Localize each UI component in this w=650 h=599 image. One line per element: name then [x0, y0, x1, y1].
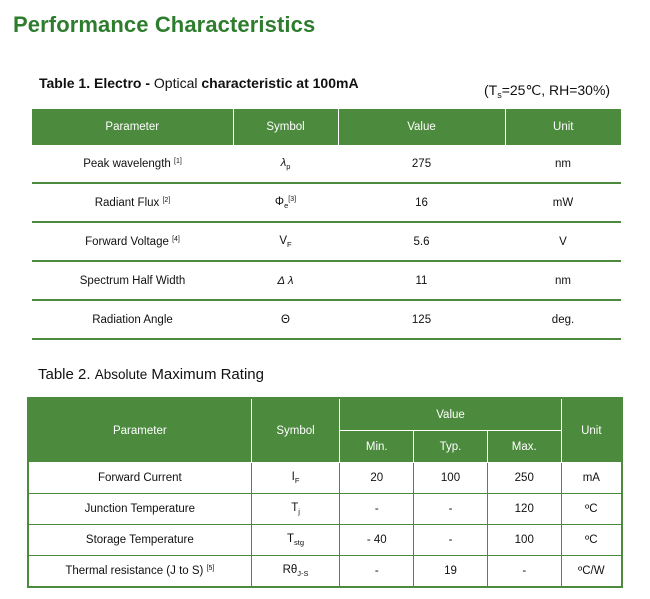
typ-cell: -: [414, 494, 488, 525]
footnote-ref: [5]: [206, 565, 215, 572]
header-parameter: Parameter: [32, 109, 233, 145]
unit-cell: ºC/W: [561, 556, 622, 588]
parameter-cell: Radiation Angle: [32, 300, 233, 339]
parameter-cell: Spectrum Half Width: [32, 261, 233, 300]
table-row: [28, 494, 622, 525]
header-symbol: Symbol: [233, 109, 338, 145]
min-cell: -: [340, 494, 414, 525]
footnote-ref: [4]: [172, 235, 180, 243]
symbol-cell: $\Phi_e[3]$: [233, 183, 338, 222]
table-row: [32, 145, 621, 183]
max-cell: 120: [487, 494, 561, 525]
typ-cell: -: [414, 525, 488, 556]
symbol-cell: $T_{stg}$: [251, 525, 340, 556]
footnote-ref: [2]: [162, 196, 171, 204]
parameter-cell: Radiant Flux [2]: [32, 183, 233, 222]
max-cell: 100: [487, 525, 561, 556]
table-row: [28, 525, 622, 556]
unit-cell: ºC: [561, 494, 622, 525]
header-unit: Unit: [561, 398, 622, 463]
unit-cell: mA: [561, 463, 622, 494]
value-cell: 11: [338, 261, 505, 300]
symbol-cell: $I_F$: [251, 463, 340, 494]
parameter-cell: Junction Temperature: [28, 494, 251, 525]
symbol-cell: Θ: [233, 300, 338, 339]
typ-cell: 100: [414, 463, 488, 494]
parameter-cell: Storage Temperature: [28, 525, 251, 556]
table-row: [28, 463, 622, 494]
header-value: Value: [338, 109, 505, 145]
table-row: [28, 556, 622, 588]
table2-header-row: [28, 398, 622, 431]
typ-cell: 19: [414, 556, 488, 588]
header-min: Min.: [340, 431, 414, 463]
min-cell: -: [340, 556, 414, 588]
footnote-ref: [1]: [174, 157, 182, 165]
max-cell: -: [487, 556, 561, 588]
table1-header-row: [32, 109, 621, 145]
min-cell: - 40: [340, 525, 414, 556]
header-unit: Unit: [505, 109, 621, 145]
value-cell: 125: [338, 300, 505, 339]
table-row: [32, 222, 621, 261]
parameter-cell: Thermal resistance (J to S) [5]: [28, 556, 251, 588]
table-row: [32, 183, 621, 222]
unit-cell: nm: [505, 145, 621, 183]
min-cell: 20: [340, 463, 414, 494]
symbol-cell: $T_j$: [251, 494, 340, 525]
header-typ: Typ.: [414, 431, 488, 463]
header-parameter: Parameter: [28, 398, 251, 463]
unit-cell: nm: [505, 261, 621, 300]
parameter-cell: Forward Current: [28, 463, 251, 494]
symbol-cell: $\lambda_p$: [233, 145, 338, 183]
header-value: Value: [340, 398, 561, 431]
symbol-cell: $R\theta_{J-S}$: [251, 556, 340, 588]
unit-cell: ºC: [561, 525, 622, 556]
max-cell: 250: [487, 463, 561, 494]
table2-caption: Table 2. Absolute Maximum Rating: [38, 366, 264, 383]
table-row: [32, 261, 621, 300]
unit-cell: mW: [505, 183, 621, 222]
symbol-cell: $V_F$: [233, 222, 338, 261]
page-title: Performance Characteristics: [13, 12, 316, 37]
table1-conditions: ($T_s=25℃$, RH=30%): [484, 82, 611, 100]
absolute-maximum-rating-table: [27, 397, 623, 588]
table-row: [32, 300, 621, 339]
symbol-cell: Δ λ: [233, 261, 338, 300]
electro-optical-table: [32, 109, 621, 340]
header-symbol: Symbol: [251, 398, 340, 463]
header-max: Max.: [487, 431, 561, 463]
value-cell: 275: [338, 145, 505, 183]
parameter-cell: Forward Voltage [4]: [32, 222, 233, 261]
table1-caption: Table 1. Electro - Optical characteristic at 100mA: [39, 75, 359, 91]
parameter-cell: Peak wavelength [1]: [32, 145, 233, 183]
unit-cell: deg.: [505, 300, 621, 339]
value-cell: 16: [338, 183, 505, 222]
unit-cell: V: [505, 222, 621, 261]
value-cell: 5.6: [338, 222, 505, 261]
